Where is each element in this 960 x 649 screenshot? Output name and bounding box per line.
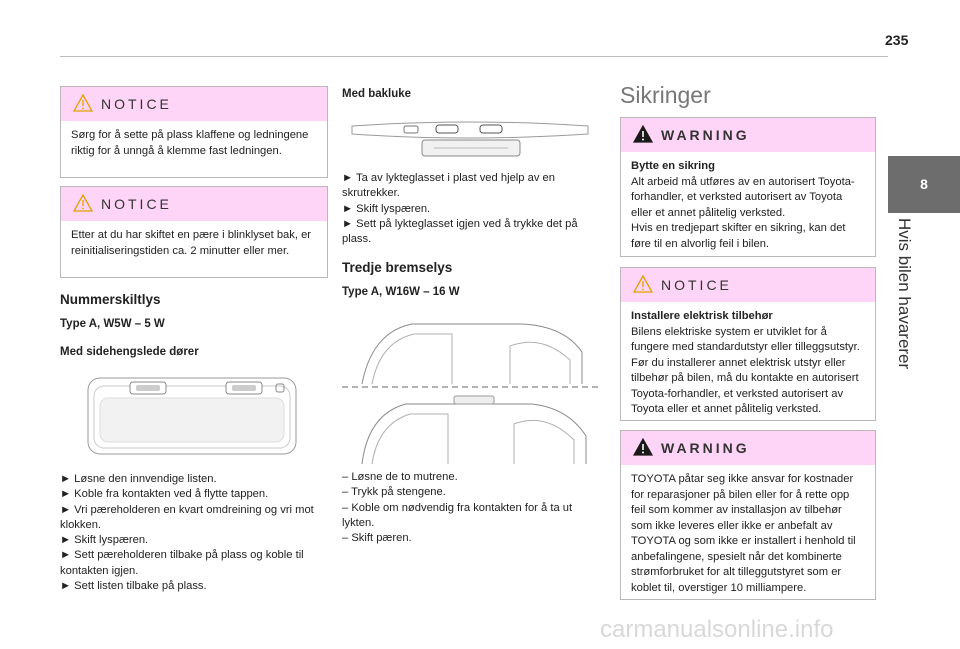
step-item: – Trykk på stengene. [342, 486, 446, 499]
notice-text: Bilens elektriske system er utviklet for å fungere med standardutstyr eller tilleggsutstyr. [631, 325, 860, 353]
warning-label: WARNING [661, 127, 750, 143]
warning-triangle-icon [73, 94, 93, 112]
warning-text: Alt arbeid må utføres av en autorisert Toyota-forhandler, et verksted autorisert av Toyota eller et annet pålitelig verksted. [631, 175, 855, 219]
notice-label: NOTICE [101, 96, 172, 112]
section-title-license-light: Nummerskiltlys [60, 292, 161, 307]
warning-text-2: Hvis en tredjepart skifter en sikring, kan det føre til en alvorlig feil i bilen. [631, 222, 846, 250]
chapter-tab[interactable]: 8 [888, 156, 960, 213]
warning-label: WARNING [661, 440, 750, 456]
notice-header [621, 268, 875, 302]
subheading-side-doors: Med sidehengslede dører [60, 346, 199, 358]
step-item: ► Skift lyspæren. [60, 534, 149, 547]
section-title-brake-light: Tredje bremselys [342, 260, 453, 275]
notice-header [61, 187, 327, 221]
notice-box-1 [60, 86, 328, 178]
notice-text-2: Før du installerer annet elektrisk utstyr eller tilbehør på bilen, må du kontakte en autorisert Toyota-forhandler, et verksted autorisert av Toyota eller et annet pålitelig verksted. [631, 356, 859, 415]
notice-box-2 [60, 186, 328, 278]
chapter-title [892, 218, 914, 478]
notice-label: NOTICE [661, 277, 732, 293]
warning-body [621, 152, 875, 261]
step-item: ► Skift lyspæren. [342, 202, 431, 215]
license-light-tailgate-illustration [344, 112, 594, 164]
warning-box-1 [620, 117, 876, 257]
notice-header [61, 87, 327, 121]
section-title-fuses: Sikringer [620, 82, 711, 108]
third-brake-light-illustration [342, 312, 598, 466]
subheading-tailgate: Med bakluke [342, 88, 412, 100]
type-heading-brake: Type A, W16W – 16 W [342, 286, 460, 298]
warning-text: TOYOTA påtar seg ikke ansvar for kostnader for reparasjoner på bilen eller for å rette opp feil som kommer av installasjon av tilbehør som ikke leveres eller ikke er anbefalt av TOYOTA og som ikke er installert i henhold til anbefalingene, spesielt når det kombinerte strømforbruket for alt tilleggutstyret som er koblet til, overstiger 10 milliampere. [631, 473, 856, 594]
warning-triangle-icon [633, 275, 653, 293]
license-light-side-door-illustration [84, 374, 300, 460]
step-item: – Koble om nødvendig fra kontakten for å ta ut lykten. [342, 501, 573, 529]
step-item: ► Sett på lykteglasset igjen ved å trykke det på plass. [342, 217, 578, 246]
page-number: 235 [885, 32, 909, 48]
chapter-title-text: Hvis bilen havarerer [895, 218, 914, 370]
notice-label: NOTICE [101, 196, 172, 212]
warning-triangle-icon [73, 194, 93, 212]
tailgate-steps [342, 171, 604, 247]
step-item: ► Ta av lykteglasset i plast ved hjelp av en skrutrekker. [342, 172, 555, 200]
step-item: – Løsne de to mutrene. [342, 471, 458, 483]
step-item: ► Løsne den innvendige listen. [60, 473, 217, 485]
steps-list [60, 472, 328, 594]
notice-box-3 [620, 267, 876, 421]
brake-light-steps [342, 470, 604, 546]
warning-triangle-icon [633, 438, 653, 456]
type-heading: Type A, W5W – 5 W [60, 318, 165, 330]
warning-header [621, 118, 875, 152]
warning-heading: Bytte en sikring [631, 160, 715, 172]
warning-header [621, 431, 875, 465]
top-rule [60, 56, 888, 57]
warning-triangle-icon [633, 125, 653, 143]
footer-watermark: carmanualsonline.info [600, 616, 834, 643]
notice-heading: Installere elektrisk tilbehør [631, 310, 773, 322]
notice-text: Sørg for å sette på plass klaffene og ledningene riktig for å unngå å klemme fast ledningen. [71, 129, 309, 157]
notice-body [621, 302, 875, 427]
step-item: ► Vri pæreholderen en kvart omdreining og vri mot klokken. [60, 503, 314, 531]
step-item: ► Sett listen tilbake på plass. [60, 580, 207, 593]
step-item: – Skift pæren. [342, 532, 412, 545]
notice-text: Etter at du har skiftet en pære i blinklyset bak, er reinitialiseringstiden ca. 2 minutter eller mer. [71, 229, 312, 257]
step-item: ► Sett pæreholderen tilbake på plass og koble til kontakten igjen. [60, 549, 304, 577]
step-item: ► Koble fra kontakten ved å flytte tappen. [60, 488, 269, 501]
warning-box-2 [620, 430, 876, 600]
